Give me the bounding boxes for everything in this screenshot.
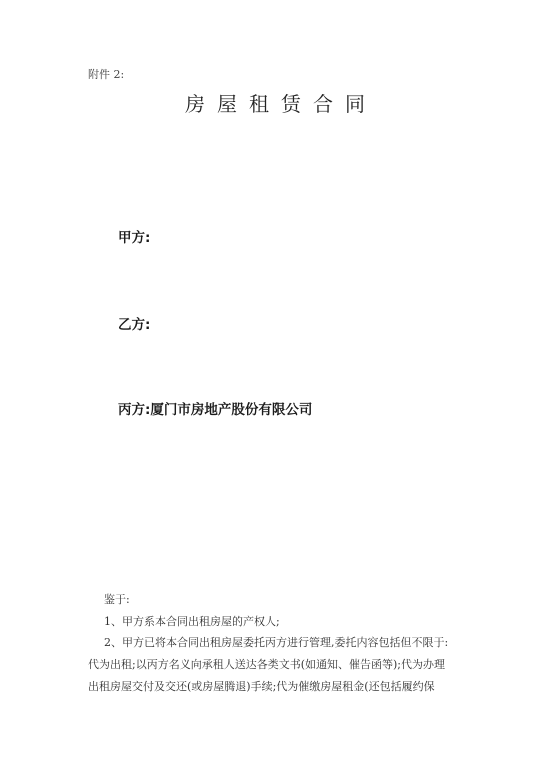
whereas-heading: 鉴于: bbox=[104, 593, 130, 606]
clause-2-line-2: 代为出租;以丙方名义向承租人送达各类文书(如通知、催告函等);代为办理 bbox=[88, 658, 445, 671]
party-b-label: 乙方: bbox=[118, 317, 151, 333]
clause-2-line-3: 出租房屋交付及交还(或房屋腾退)手续;代为催缴房屋租金(还包括履约保 bbox=[88, 680, 435, 693]
party-c-label: 丙方:厦门市房地产股份有限公司 bbox=[118, 402, 313, 418]
clause-1: 1、甲方系本合同出租房屋的产权人; bbox=[104, 615, 280, 628]
attachment-label: 附件 2: bbox=[88, 68, 125, 81]
document-title: 房屋租赁合同 bbox=[185, 92, 377, 116]
clause-2-line-1: 2、甲方已将本合同出租房屋委托丙方进行管理,委托内容包括但不限于: bbox=[104, 636, 449, 649]
party-a-label: 甲方: bbox=[118, 230, 151, 246]
